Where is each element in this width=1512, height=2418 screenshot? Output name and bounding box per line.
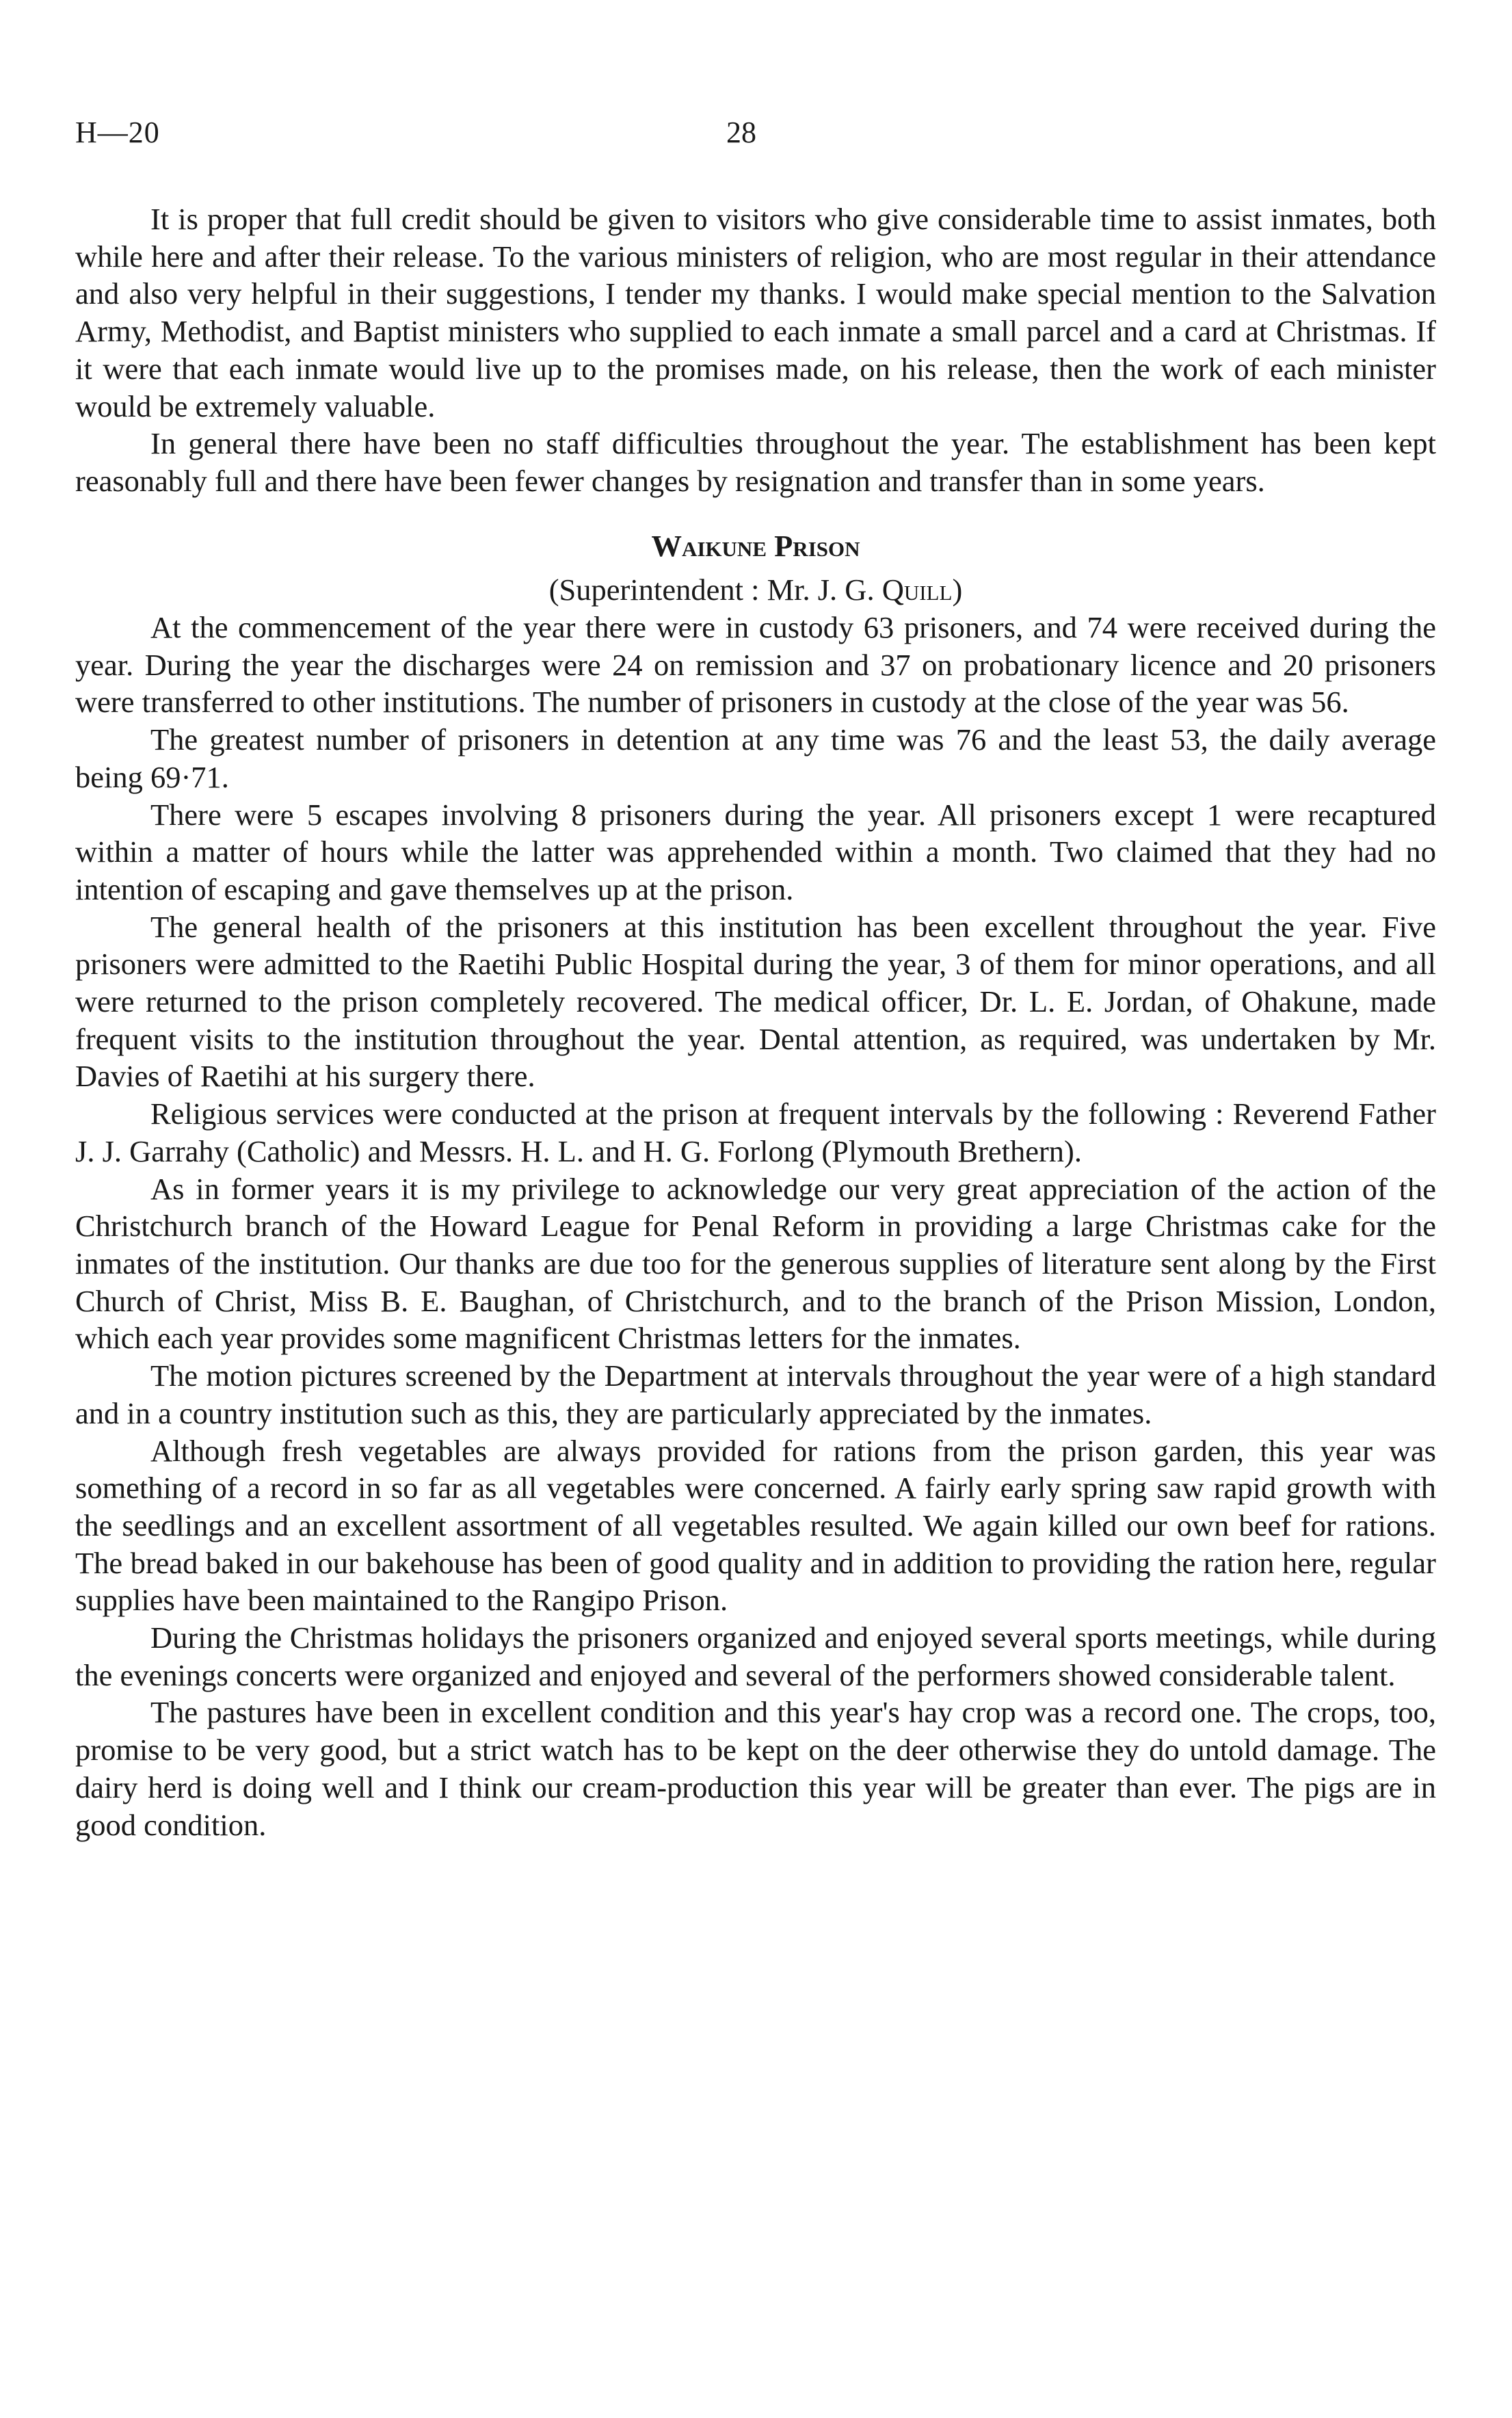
paragraph-vegetables: Although fresh vegetables are always provided for rations from the prison garden, this year was something of a record in so far as all vegetables were concerned. A fairly early spring saw rapid growth with the seedlings and an excellent assortment of all vegetables resulted. We again killed our own beef for rations. The bread baked in our bakehouse has been of good quality and in addition to providing the ration here, regular supplies have been maintained to the Rangipo Prison.	[75, 1433, 1436, 1618]
paragraph-detention: The greatest number of prisoners in detention at any time was 76 and the least 53, the daily average being 69·71.	[75, 722, 1436, 794]
paragraph-visitors: It is proper that full credit should be given to visitors who give considerable time to assist inmates, both while here and after their release. To the various ministers of religion, who are most regular in their attendance and also very helpful in their suggestions, I tender my thanks. I would make special mention to the Salvation Army, Methodist, and Baptist ministers who supplied to each inmate a small parcel and a card at Christmas. If it were that each inmate would live up to the promises made, on his release, then the work of each minister would be extremely valuable.	[75, 202, 1436, 423]
superintendent-suffix: )	[952, 573, 963, 607]
page-header	[75, 115, 1436, 156]
paragraph-health: The general health of the prisoners at this institution has been excellent throughout the year. Five prisoners were admitted to the Raetihi Public Hospital during the year, 3 of them for minor operations, and all were returned to the prison completely recovered. The medical officer, Dr. L. E. Jordan, of Ohakune, made frequent visits to the institution throughout the year. Dental attention, as required, was undertaken by Mr. Davies of Raetihi at his surgery there.	[75, 909, 1436, 1094]
paragraph-escapes: There were 5 escapes involving 8 prisoners during the year. All prisoners except 1 were recaptured within a matter of hours while the latter was apprehended within a month. Two claimed that they had no intention of escaping and gave themselves up at the prison.	[75, 797, 1436, 906]
paragraph-religious-services: Religious services were conducted at the prison at frequent intervals by the following : Reverend Father J. J. Garrahy (Catholic) and Messrs. H. L. and H. G. Forlong (Plymouth Brethern).	[75, 1096, 1436, 1168]
page-number: 28	[726, 116, 756, 149]
paragraph-pastures: The pastures have been in excellent condition and this year's hay crop was a record one. The crops, too, promise to be very good, but a strict watch has to be kept on the deer otherwise they do untold damage. The dairy herd is doing well and I think our cream-production this year will be greater than ever. The pigs are in good condition.	[75, 1695, 1436, 1842]
paragraph-appreciation: As in former years it is my privilege to acknowledge our very great appreciation of the action of the Christchurch branch of the Howard League for Penal Reform in providing a large Christmas cake for the inmates of the institution. Our thanks are due too for the generous supplies of literature sent along by the First Church of Christ, Miss B. E. Baughan, of Christchurch, and to the branch of the Prison Mission, London, which each year provides some magnificent Christmas letters for the inmates.	[75, 1171, 1436, 1356]
superintendent-line	[75, 571, 1436, 609]
paragraph-staff: In general there have been no staff difficulties throughout the year. The establishment has been kept reasonably full and there have been fewer changes by resignation and transfer than in some years.	[75, 426, 1436, 498]
document-code: H—20	[75, 116, 160, 149]
paragraph-custody: At the commencement of the year there were in custody 63 prisoners, and 74 were received during the year. During the year the discharges were 24 on remission and 37 on probationary licence and 20 prisoners were transferred to other institutions. The number of prisoners in custody at the close of the year was 56.	[75, 610, 1436, 720]
report-body	[75, 200, 1436, 1843]
section-title: Waikune Prison	[651, 528, 860, 563]
superintendent-prefix: (Superintendent : Mr. J. G.	[548, 573, 882, 607]
paragraph-christmas-holidays: During the Christmas holidays the prisoners organized and enjoyed several sports meetings, while during the evenings concerts were organized and enjoyed and several of the performers showed considerable talent.	[75, 1620, 1436, 1692]
superintendent-name: Quill	[881, 573, 953, 607]
paragraph-motion-pictures: The motion pictures screened by the Department at intervals throughout the year were of a high standard and in a country institution such as this, they are particularly appreciated by the inmates.	[75, 1358, 1436, 1430]
